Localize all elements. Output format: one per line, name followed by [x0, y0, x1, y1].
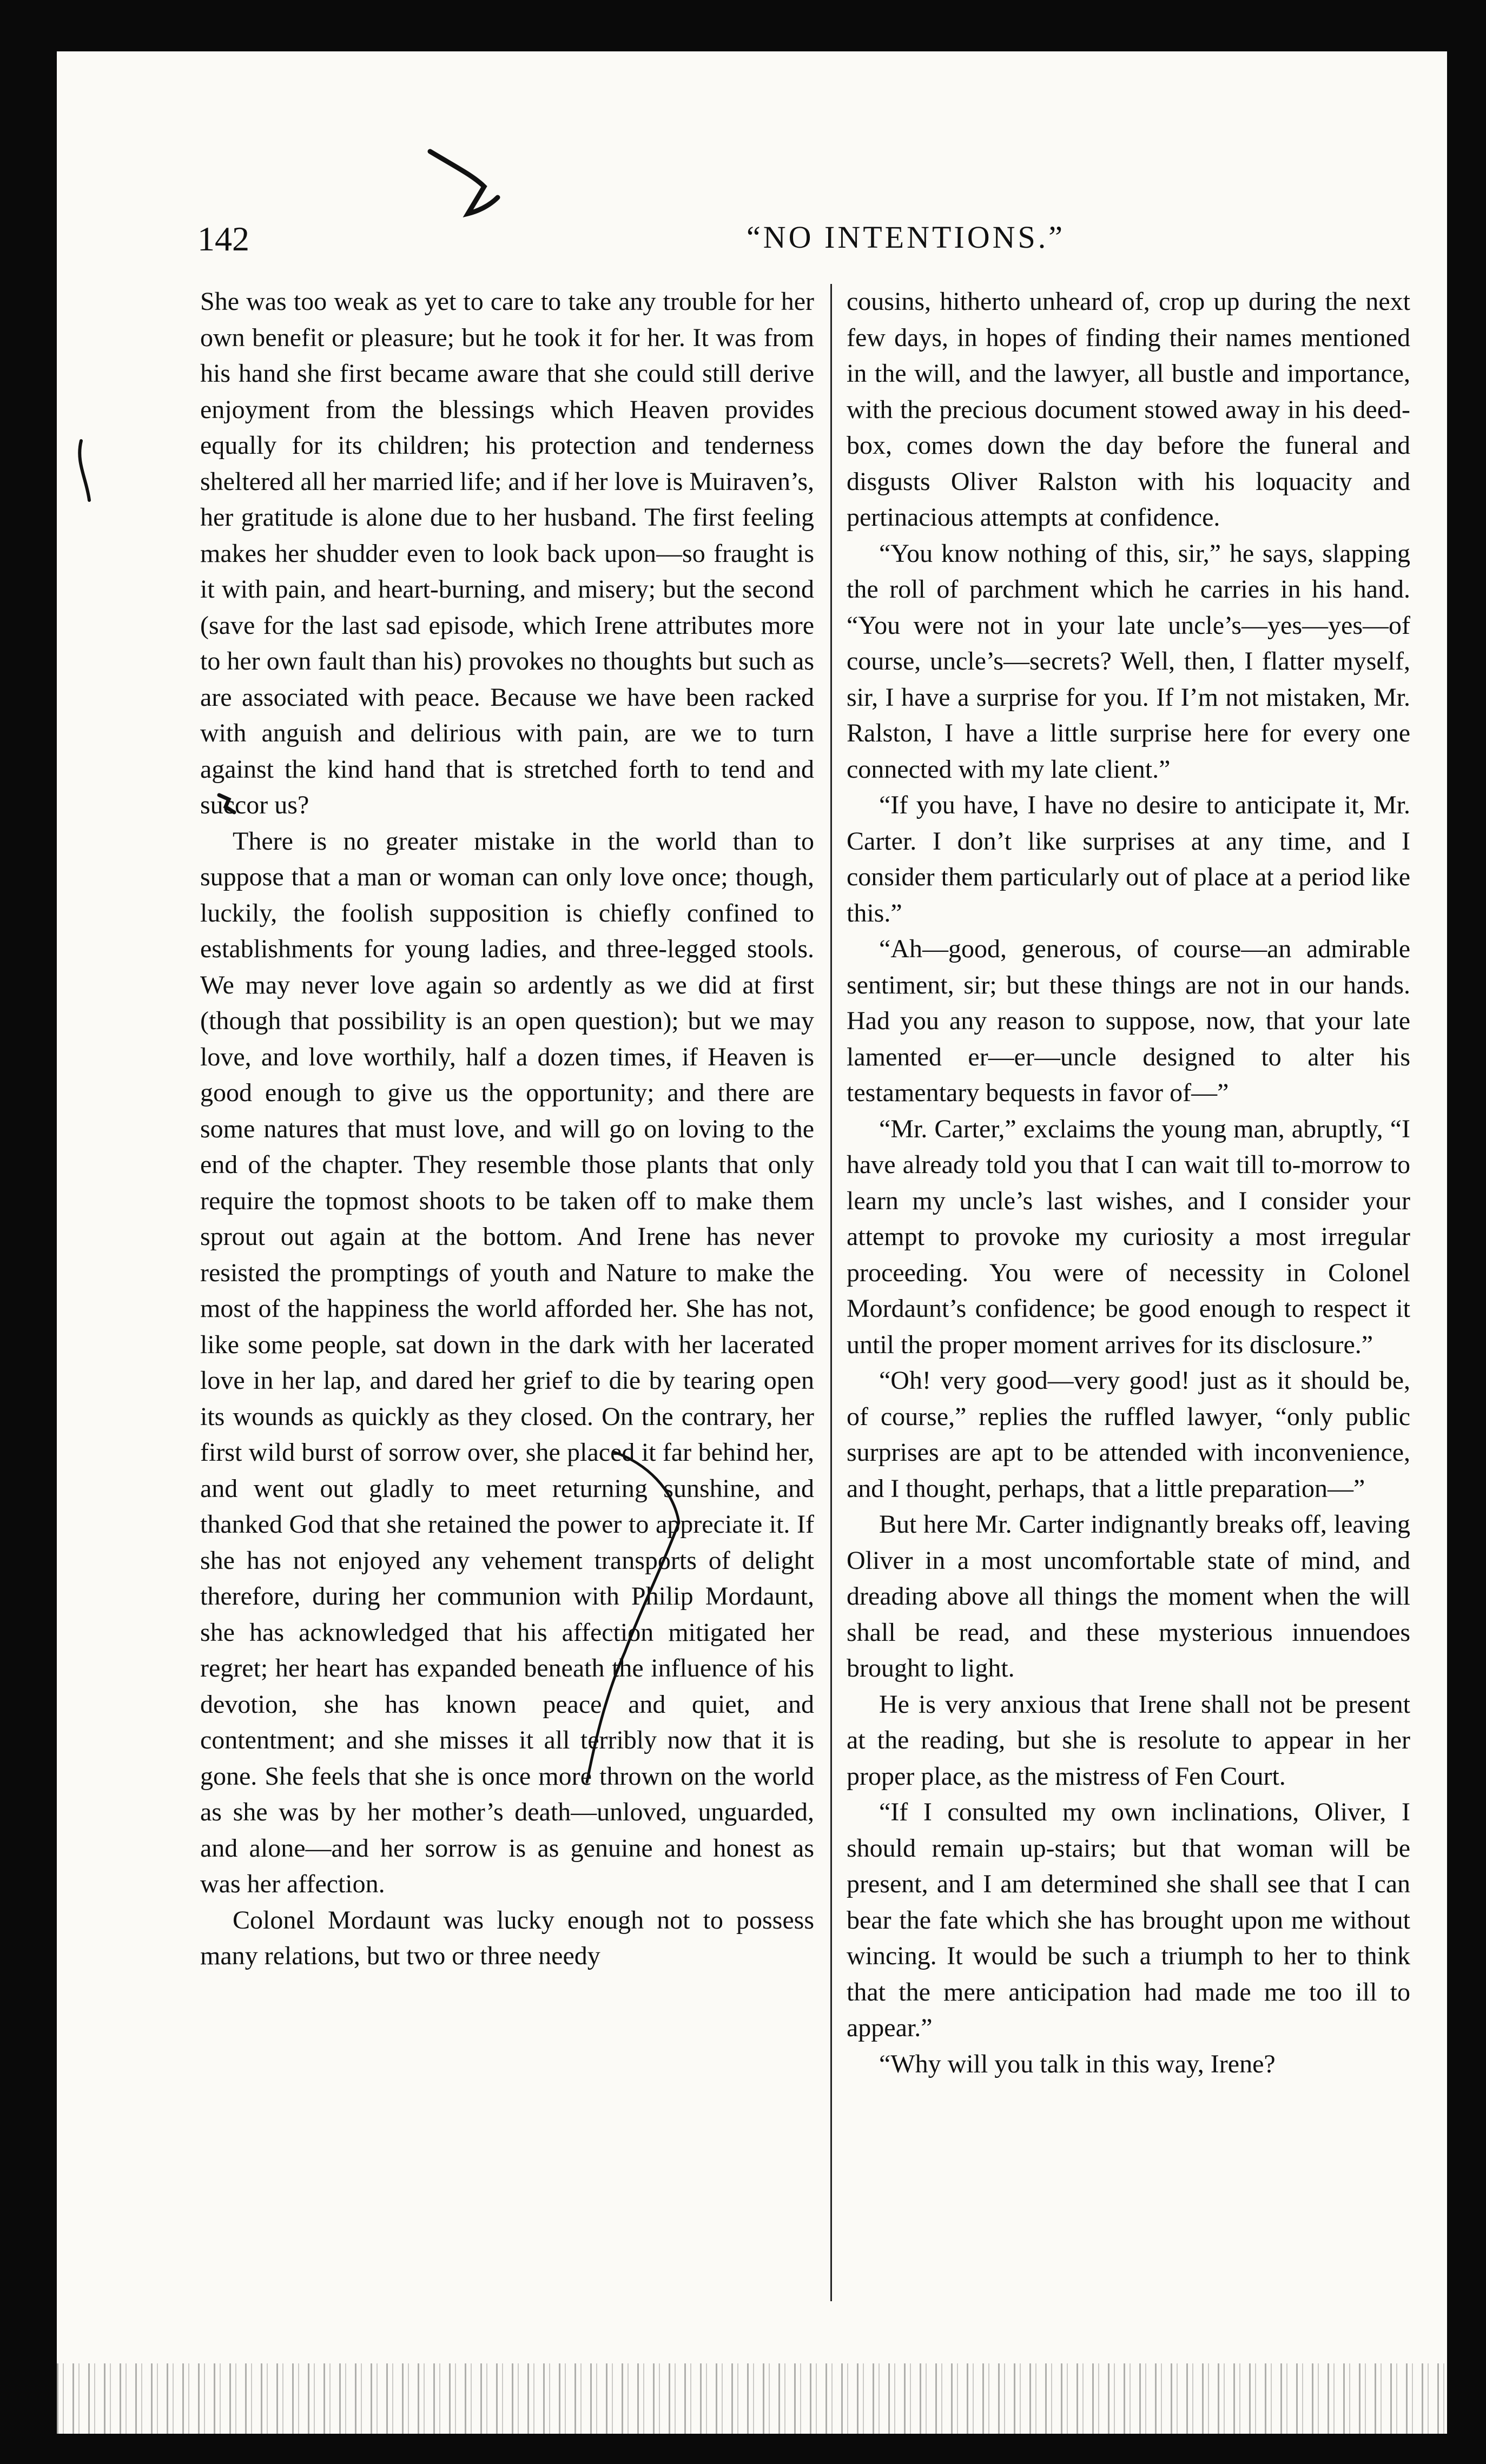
page-number: 142 [197, 220, 249, 258]
left-column [200, 284, 814, 1975]
page-edge-wear [57, 2363, 1447, 2434]
paragraph: “You know nothing of this, sir,” he says, slapping the roll of parchment which he carries in his hand. “You were not in your late uncle’s—yes—yes—of course, uncle’s—secrets? Well, then, I flatter myself, sir, I have a surprise for you. If I’m not mistaken, Mr. Ralston, I have a little surprise here for every one connected with my late client.” [847, 539, 1410, 784]
paragraph: “Oh! very good—very good! just as it should be, of course,” replies the ruffled lawyer, “only public surprises are apt to be attended with inconvenience, and I thought, perhaps, that a little preparation—” [847, 1366, 1410, 1503]
paragraph: “Mr. Carter,” exclaims the young man, abruptly, “I have already told you that I can wait till to-morrow to learn my uncle’s last wishes, and I consider your attempt to provoke my curiosity a most irregular proceeding. You were of necessity in Colonel Mordaunt’s confidence; be good enough to respect it until the proper moment arrives for its disclosure.” [847, 1114, 1410, 1359]
paragraph: “If I consulted my own inclinations, Oliver, I should remain up-stairs; but that woman will be present, and I am determined she shall see that I can bear the fate which she has brought upon me without wincing. It would be such a triumph to her to think that the mere anticipation had made me too ill to appear.” [847, 1798, 1410, 2042]
paragraph: “Ah—good, generous, of course—an admirable sentiment, sir; but these things are not in our hands. Had you any reason to suppose, now, that your late lamented er—er—uncle designed to alter his testamentary bequests in favor of—” [847, 935, 1410, 1107]
paragraph: “Why will you talk in this way, Irene? [879, 2049, 1276, 2078]
paragraph: Colonel Mordaunt was lucky enough not to possess many relations, but two or three needy [200, 1905, 814, 1970]
running-title: “NO INTENTIONS.” [747, 220, 1065, 255]
paragraph: But here Mr. Carter indignantly breaks off, leaving Oliver in a most uncomfortable state of mind, and dreading above all things the moment when the will shall be read, and these mysterious innuendoes brought to light. [847, 1510, 1410, 1683]
pencil-margin-mark-icon [80, 441, 89, 500]
paragraph: There is no greater mistake in the world than to suppose that a man or woman can only love once; though, luckily, the foolish supposition is chiefly confined to establishments for young ladies, and three-legged stools. We may never love again so ardently as we did at first (though that possibility is an open question); but we may love, and love worthily, half a dozen times, if Heaven is good enough to give us the opportunity; and there are some natures that must love, and will go on loving to the end of the chapter. They resemble those plants that only require the topmost shoots to be taken off to make them sprout out again at the bottom. And Irene has never resisted the promptings of youth and Nature to make the most of the happiness the world afforded her. She has not, like some people, sat down in the dark with her lacerated love in her lap, and dared her grief to die by tearing open its wounds as quickly as they closed. On the contrary, her first wild burst of sorrow over, she placed it far behind her, and went out gladly to meet returning sunshine, and thanked God that she retained the power to appreciate it. If she has not enjoyed any vehement transports of delight therefore, during her communion with Philip Mordaunt, she has acknowledged that his affection mitigated her regret; her heart has expanded beneath the influence of his devotion, she has known peace and quiet, and contentment; and she misses it all terribly now that it is gone. She feels that she is once more thrown on the world as she was by her mother’s death—unloved, unguarded, and alone—and her sorrow is as genuine and honest as was her affection. [200, 826, 814, 1898]
paragraph: “If you have, I have no desire to anticipate it, Mr. Carter. I don’t like surprises at any time, and I consider them particularly out of place at a period like this.” [847, 791, 1410, 928]
paragraph: She was too weak as yet to care to take any trouble for her own benefit or pleasure; but he took it for her. It was from his hand she first became aware that she could still derive enjoyment from the blessings which Heaven provides equally for its children; his protection and tenderness sheltered all her married life; and if her love is Muiraven’s, her gratitude is alone due to her husband. The first feeling makes her shudder even to look back upon—so fraught is it with pain, and heart-burning, and misery; but the second (save for the last sad episode, which Irene attributes more to her own fault than his) provokes no thoughts but such as are associated with peace. Because we have been racked with anguish and delirious with pain, are we to turn against the kind hand that is stretched forth to tend and succor us? [200, 287, 814, 819]
right-column [847, 284, 1410, 2082]
book-page [57, 51, 1447, 2434]
page-header [57, 165, 1447, 258]
column-divider [830, 284, 832, 2301]
paragraph: He is very anxious that Irene shall not be present at the reading, but she is resolute to appear in her proper place, as the mistress of Fen Court. [847, 1690, 1410, 1791]
paragraph: cousins, hitherto unheard of, crop up during the next few days, in hopes of finding their names mentioned in the will, and the lawyer, all bustle and importance, with the precious document stowed away in his deed-box, comes down the day before the funeral and disgusts Oliver Ralston with his loquacity and pertinacious attempts at confidence. [847, 287, 1410, 532]
